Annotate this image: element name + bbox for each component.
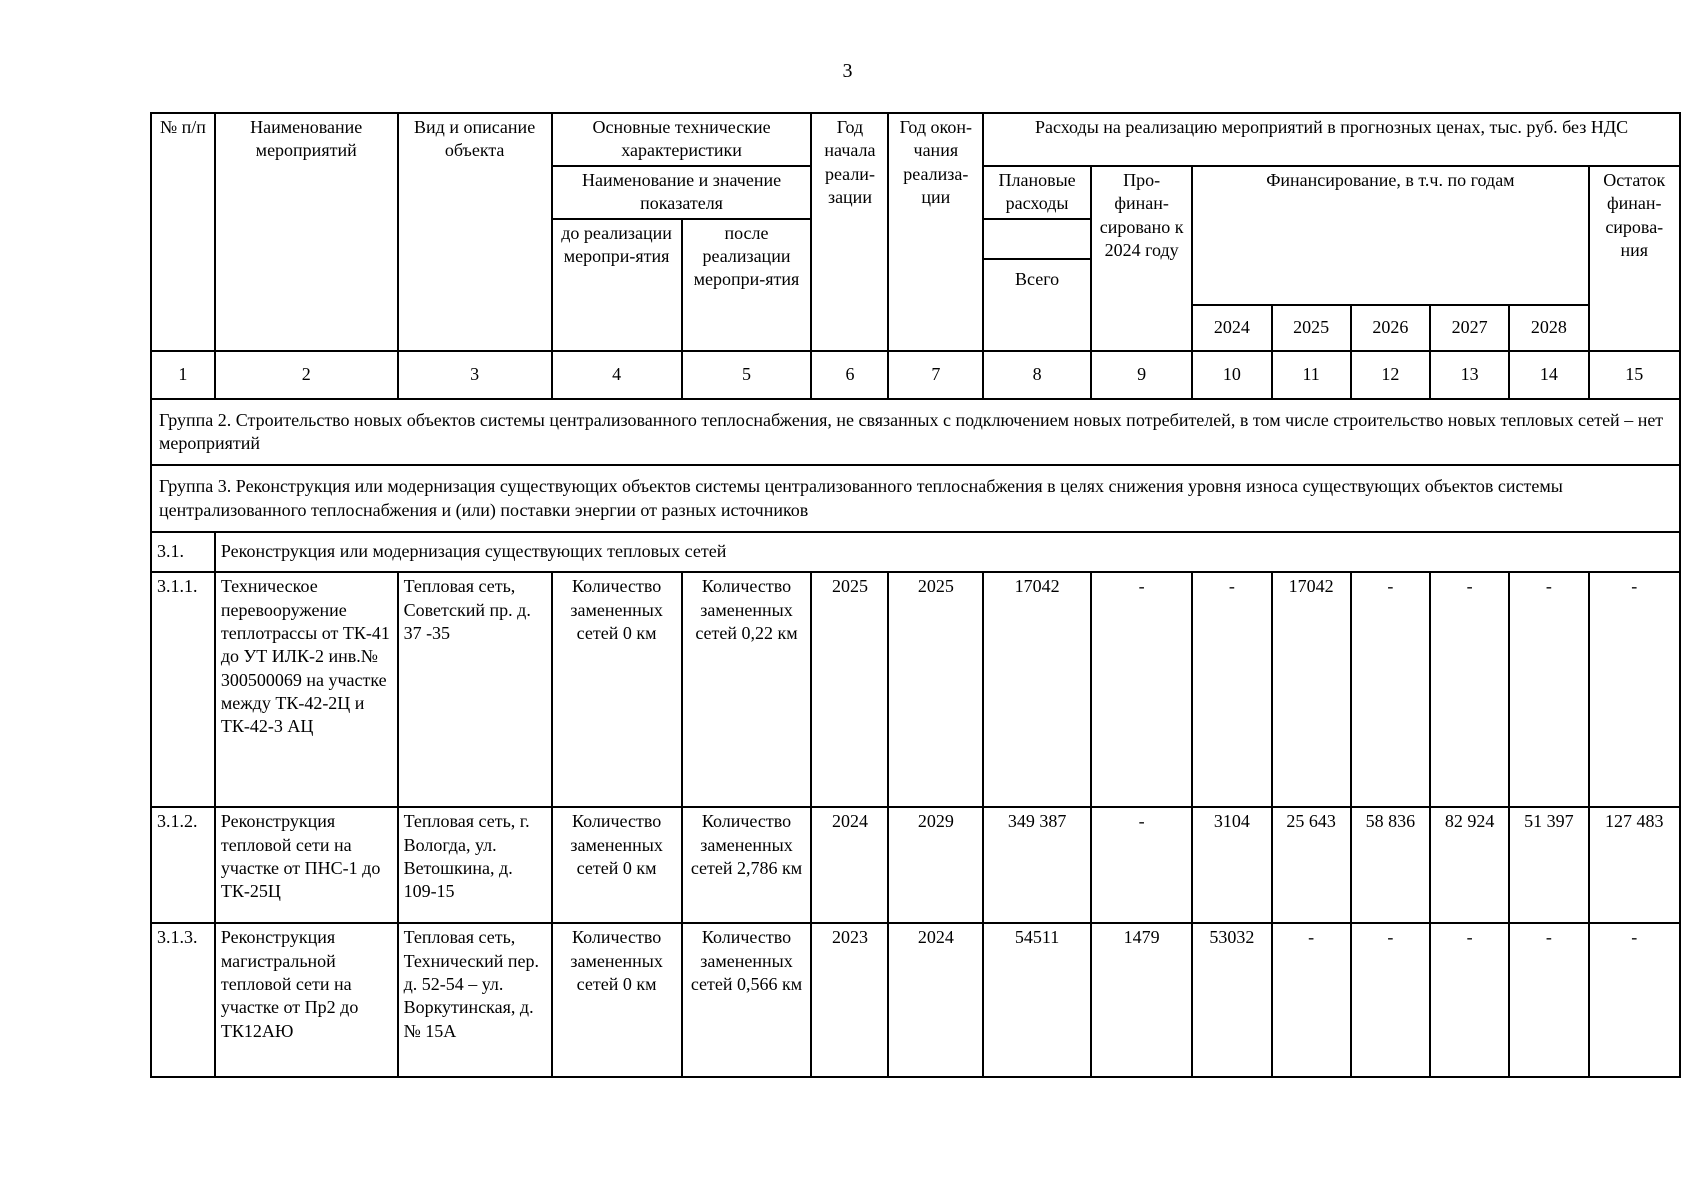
header-planned-spacer	[983, 219, 1091, 259]
column-number: 6	[811, 351, 888, 399]
row-2027: -	[1430, 923, 1509, 1077]
column-number: 10	[1192, 351, 1271, 399]
column-number: 4	[552, 351, 682, 399]
header-no: № п/п	[151, 113, 215, 351]
row-object: Тепловая сеть, Советский пр. д. 37 -35	[398, 572, 552, 807]
row-remainder: -	[1589, 923, 1680, 1077]
row-2025: 25 643	[1272, 807, 1351, 923]
header-tech: Основные технические характеристики	[552, 113, 812, 166]
subgroup-number: 3.1.	[151, 532, 215, 572]
table-row	[151, 572, 1680, 807]
header-year: 2028	[1509, 305, 1588, 351]
row-2028: -	[1509, 572, 1588, 807]
header-remainder: Остаток финан-сирова-ния	[1589, 166, 1680, 351]
row-total: 349 387	[983, 807, 1091, 923]
row-end-year: 2025	[888, 572, 983, 807]
row-2026: -	[1351, 572, 1430, 807]
row-2026: -	[1351, 923, 1430, 1077]
row-2024: 3104	[1192, 807, 1271, 923]
header-row	[151, 113, 1680, 166]
header-end-year: Год окон-чания реализа-ции	[888, 113, 983, 351]
row-total: 17042	[983, 572, 1091, 807]
row-before: Количество замененных сетей 0 км	[552, 923, 682, 1077]
subgroup-row	[151, 532, 1680, 572]
row-2024: 53032	[1192, 923, 1271, 1077]
column-number: 3	[398, 351, 552, 399]
table-row	[151, 807, 1680, 923]
header-financed: Про-финан-сировано к 2024 году	[1091, 166, 1192, 351]
column-number: 5	[682, 351, 812, 399]
header-start-year: Год начала реали-зации	[811, 113, 888, 351]
header-after: после реализации меропри-ятия	[682, 219, 812, 351]
header-indicator: Наименование и значение показателя	[552, 166, 812, 219]
row-start-year: 2024	[811, 807, 888, 923]
header-year: 2024	[1192, 305, 1271, 351]
row-total: 54511	[983, 923, 1091, 1077]
column-number: 9	[1091, 351, 1192, 399]
header-before: до реализации меропри-ятия	[552, 219, 682, 351]
row-before: Количество замененных сетей 0 км	[552, 572, 682, 807]
header-planned: Плановые расходы	[983, 166, 1091, 219]
row-2028: -	[1509, 923, 1588, 1077]
row-2024: -	[1192, 572, 1271, 807]
row-number: 3.1.1.	[151, 572, 215, 807]
row-financed: -	[1091, 807, 1192, 923]
group-3-title: Группа 3. Реконструкция или модернизация существующих объектов системы централизованного теплоснабжения в целях снижения уровня износа существующих объектов системы централизованного теплоснабжения и (или) поставки энергии от разных источников	[151, 465, 1680, 532]
row-remainder: -	[1589, 572, 1680, 807]
row-financed: 1479	[1091, 923, 1192, 1077]
row-before: Количество замененных сетей 0 км	[552, 807, 682, 923]
header-year: 2026	[1351, 305, 1430, 351]
column-number: 11	[1272, 351, 1351, 399]
row-after: Количество замененных сетей 2,786 км	[682, 807, 812, 923]
header-total: Всего	[983, 259, 1091, 351]
header-year: 2025	[1272, 305, 1351, 351]
row-name: Техническое перевооружение теплотрассы от ТК-41 до УТ ИЛК-2 инв.№ 300500069 на участке между ТК-42-2Ц и ТК-42-3 АЦ	[215, 572, 398, 807]
header-object: Вид и описание объекта	[398, 113, 552, 351]
group-2-title: Группа 2. Строительство новых объектов системы централизованного теплоснабжения, не связанных с подключением новых потребителей, в том числе строительство новых тепловых сетей – нет мероприятий	[151, 399, 1680, 466]
column-number: 14	[1509, 351, 1588, 399]
column-number: 2	[215, 351, 398, 399]
header-financing: Финансирование, в т.ч. по годам	[1192, 166, 1588, 305]
row-2027: -	[1430, 572, 1509, 807]
group-row	[151, 465, 1680, 532]
column-number: 1	[151, 351, 215, 399]
row-name: Реконструкция тепловой сети на участке от ПНС-1 до ТК-25Ц	[215, 807, 398, 923]
row-2026: 58 836	[1351, 807, 1430, 923]
row-number: 3.1.2.	[151, 807, 215, 923]
row-financed: -	[1091, 572, 1192, 807]
row-end-year: 2024	[888, 923, 983, 1077]
header-name: Наименование мероприятий	[215, 113, 398, 351]
row-start-year: 2023	[811, 923, 888, 1077]
header-expenses: Расходы на реализацию мероприятий в прогнозных ценах, тыс. руб. без НДС	[983, 113, 1680, 166]
row-object: Тепловая сеть, Технический пер. д. 52-54 – ул. Воркутинская, д. № 15А	[398, 923, 552, 1077]
page-number: 3	[842, 60, 853, 82]
row-remainder: 127 483	[1589, 807, 1680, 923]
row-2025: -	[1272, 923, 1351, 1077]
column-numbers-row	[151, 351, 1680, 399]
group-row	[151, 399, 1680, 466]
column-number: 12	[1351, 351, 1430, 399]
header-year: 2027	[1430, 305, 1509, 351]
column-number: 13	[1430, 351, 1509, 399]
row-number: 3.1.3.	[151, 923, 215, 1077]
row-start-year: 2025	[811, 572, 888, 807]
column-number: 7	[888, 351, 983, 399]
row-2025: 17042	[1272, 572, 1351, 807]
table-row	[151, 923, 1680, 1077]
column-number: 8	[983, 351, 1091, 399]
measures-table	[150, 112, 1681, 1078]
row-end-year: 2029	[888, 807, 983, 923]
column-number: 15	[1589, 351, 1680, 399]
row-object: Тепловая сеть, г. Вологда, ул. Ветошкина, д. 109-15	[398, 807, 552, 923]
row-2027: 82 924	[1430, 807, 1509, 923]
subgroup-title: Реконструкция или модернизация существующих тепловых сетей	[215, 532, 1680, 572]
row-2028: 51 397	[1509, 807, 1588, 923]
row-name: Реконструкция магистральной тепловой сети на участке от Пр2 до ТК12АЮ	[215, 923, 398, 1077]
row-after: Количество замененных сетей 0,22 км	[682, 572, 812, 807]
row-after: Количество замененных сетей 0,566 км	[682, 923, 812, 1077]
